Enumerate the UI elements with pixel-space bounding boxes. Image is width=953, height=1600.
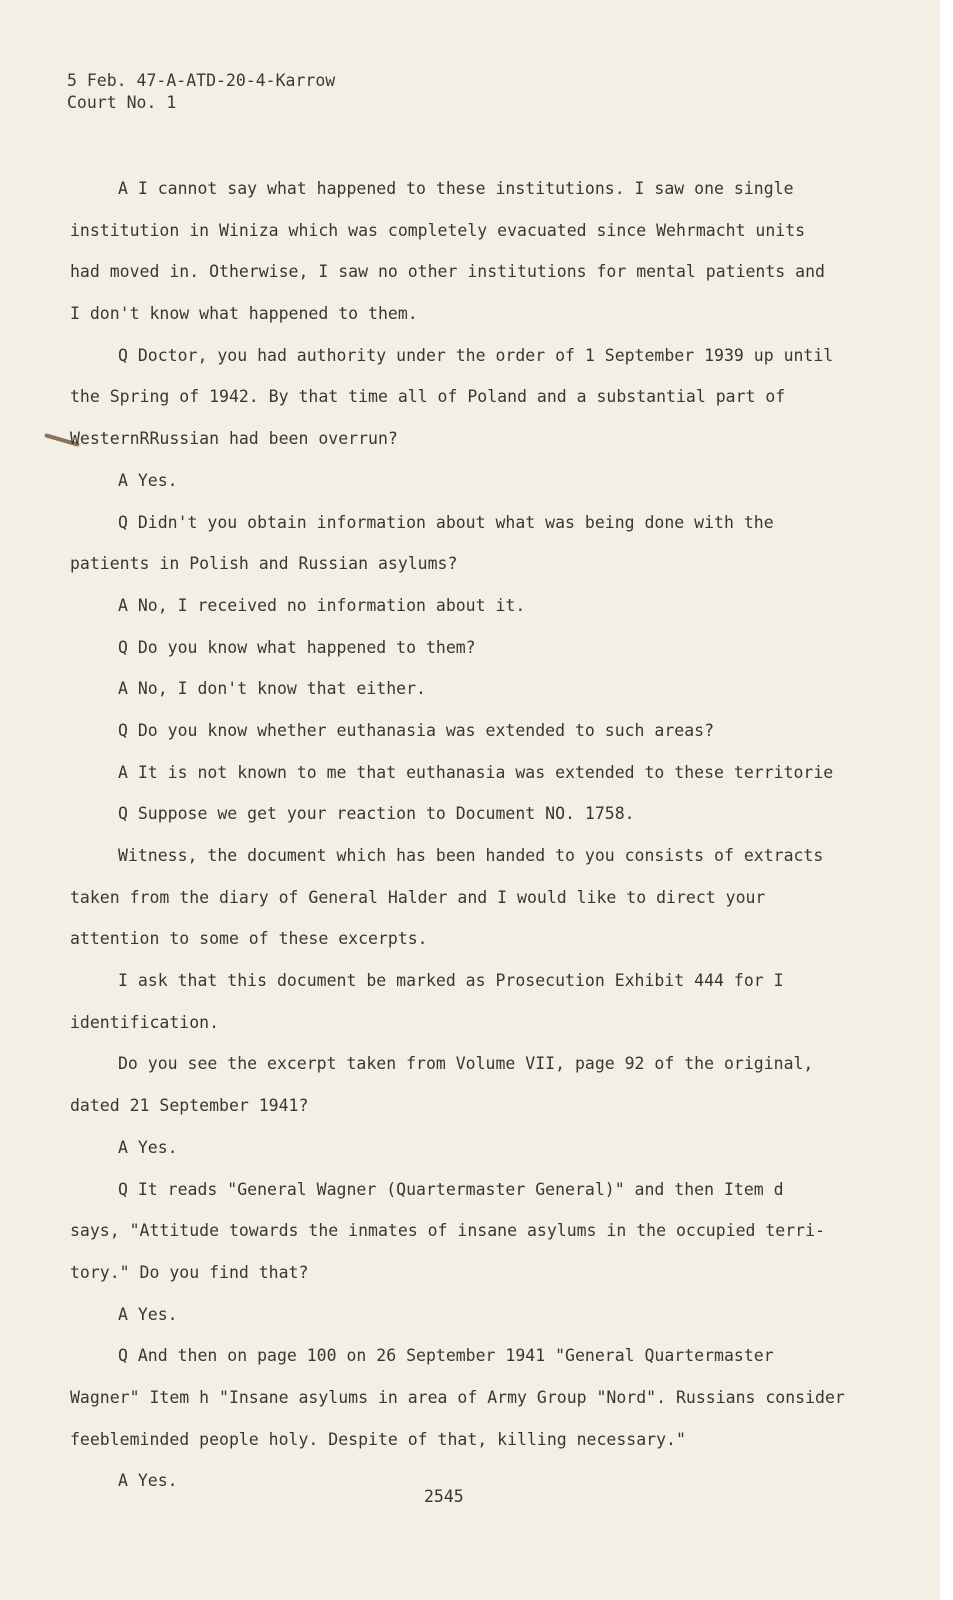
transcript-line: Q And then on page 100 on 26 September 1941 "General Quartermaster [118, 1346, 774, 1366]
transcript-line: dated 21 September 1941? [70, 1096, 309, 1116]
transcript-line: Do you see the excerpt taken from Volume VII, page 92 of the original, [118, 1054, 814, 1074]
transcript-line: institution in Winiza which was completely evacuated since Wehrmacht units [70, 220, 806, 240]
transcript-line: had moved in. Otherwise, I saw no other institutions for mental patients and [70, 262, 825, 282]
transcript-line: A Yes. [118, 1304, 178, 1324]
transcript-line: Q Didn't you obtain information about what was being done with the [118, 512, 774, 532]
transcript-line: A No, I received no information about it. [118, 595, 526, 615]
transcript-line: WesternRRussian had been overrun? [70, 429, 398, 449]
transcript-line: A I cannot say what happened to these institutions. I saw one single [118, 179, 794, 198]
header-court: Court No. 1 [67, 93, 177, 112]
transcript-body [70, 168, 870, 1502]
transcript-line: I ask that this document be marked as Prosecution Exhibit 444 for I [118, 971, 784, 991]
document-header [67, 70, 335, 114]
transcript-line: Q Doctor, you had authority under the order of 1 September 1939 up until [118, 345, 834, 365]
page-edge [940, 0, 953, 1600]
transcript-line: patients in Polish and Russian asylums? [70, 554, 458, 574]
transcript-line: identification. [70, 1012, 220, 1032]
transcript-line: Q Do you know what happened to them? [118, 637, 476, 657]
transcript-line: Q It reads "General Wagner (Quartermaster General)" and then Item d [118, 1179, 784, 1199]
transcript-line: attention to some of these excerpts. [70, 929, 428, 949]
transcript-line: says, "Attitude towards the inmates of insane asylums in the occupied terri- [70, 1221, 825, 1241]
transcript-line: tory." Do you find that? [70, 1262, 309, 1282]
transcript-line: I don't know what happened to them. [70, 304, 418, 324]
transcript-line: taken from the diary of General Halder and I would like to direct your [70, 887, 766, 907]
transcript-line: the Spring of 1942. By that time all of Poland and a substantial part of [70, 387, 786, 407]
header-reference: 5 Feb. 47-A-ATD-20-4-Karrow [67, 71, 336, 90]
transcript-line: A Yes. [118, 1137, 178, 1157]
transcript-line: A No, I don't know that either. [118, 679, 426, 699]
transcript-line: feebleminded people holy. Despite of that, killing necessary." [70, 1429, 686, 1449]
transcript-line: Q Suppose we get your reaction to Document NO. 1758. [118, 804, 635, 824]
transcript-line: Q Do you know whether euthanasia was extended to such areas? [118, 720, 715, 740]
page-number: 2545 [424, 1487, 464, 1506]
transcript-line: A Yes. [118, 470, 178, 490]
transcript-line: Wagner" Item h "Insane asylums in area of Army Group "Nord". Russians consider [70, 1387, 845, 1407]
transcript-line: A Yes. [118, 1471, 178, 1491]
transcript-line: A It is not known to me that euthanasia was extended to these territorie [118, 762, 834, 782]
transcript-line: Witness, the document which has been handed to you consists of extracts [118, 846, 824, 865]
